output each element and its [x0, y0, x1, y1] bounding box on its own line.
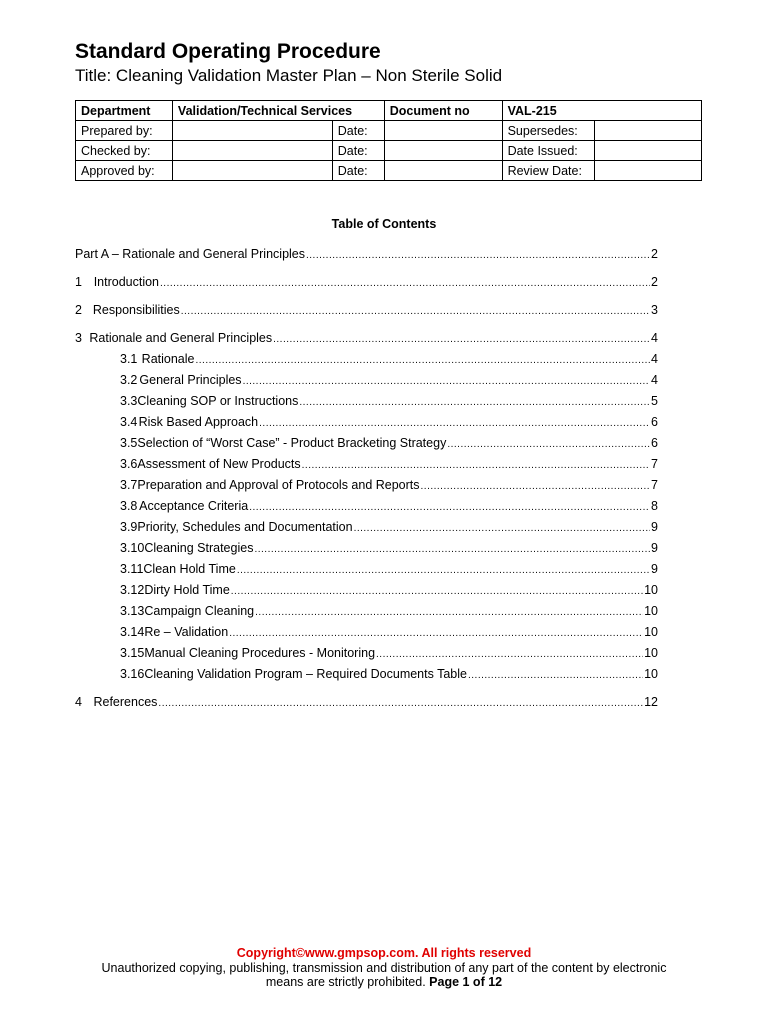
toc-dot-leader — [181, 304, 650, 320]
toc-entry[interactable] — [120, 519, 658, 535]
toc-entry[interactable] — [75, 302, 658, 318]
prepared-by-label: Prepared by: — [76, 121, 173, 141]
toc-entry-number: 3.14 — [120, 625, 145, 639]
footer-notice-text: means are strictly prohibited. — [265, 975, 426, 989]
toc-entry[interactable] — [120, 498, 658, 514]
toc-entry-page: 9 — [651, 541, 658, 555]
toc-entry-label: Cleaning Strategies — [144, 541, 254, 555]
toc-dot-leader — [302, 458, 650, 474]
toc-dot-leader — [231, 584, 643, 600]
document-no-value: VAL-215 — [502, 101, 701, 121]
toc-entry[interactable] — [120, 456, 658, 472]
toc-entry-label: Rationale and General Principles — [89, 331, 273, 345]
toc-dot-leader — [421, 479, 651, 495]
toc-entry-page: 4 — [651, 352, 658, 366]
toc-entry[interactable] — [120, 624, 658, 640]
toc-entry-number: 3.8 — [120, 499, 138, 513]
toc-entry-number: 3.6 — [120, 457, 138, 471]
toc-entry[interactable] — [120, 351, 658, 367]
document-no-label: Document no — [384, 101, 502, 121]
toc-entry-page: 3 — [651, 303, 658, 317]
toc-entry-number: 3 — [75, 331, 82, 345]
toc-entry-label: Re – Validation — [144, 625, 229, 639]
toc-entry[interactable] — [75, 274, 658, 290]
toc-entry-label: Assessment of New Products — [137, 457, 301, 471]
toc-dot-leader — [249, 500, 650, 516]
copyright-notice: Copyright©www.gmpsop.com. All rights reserved — [236, 946, 532, 960]
toc-entry-label: Cleaning Validation Program – Required Documents Table — [144, 667, 467, 681]
toc-entry-number: 1 — [75, 275, 82, 289]
toc-entry-label: Preparation and Approval of Protocols and Reports — [137, 478, 420, 492]
department-label: Department — [76, 101, 173, 121]
toc-entry[interactable] — [75, 330, 658, 346]
toc-entry[interactable] — [75, 694, 658, 710]
toc-entry[interactable] — [120, 414, 658, 430]
toc-entry-number: 3.9 — [120, 520, 138, 534]
toc-dot-leader — [196, 353, 651, 369]
toc-dot-leader — [237, 563, 650, 579]
toc-entry-number: 3.2 — [120, 373, 138, 387]
toc-entry-number: 3.15 — [120, 646, 145, 660]
toc-entry-number: 3.7 — [120, 478, 138, 492]
toc-entry-label: Selection of “Worst Case” - Product Bracketing Strategy — [137, 436, 447, 450]
approved-date-label: Date: — [332, 161, 384, 181]
page-number: Page 1 of 12 — [429, 975, 503, 989]
toc-entry-label: Introduction — [93, 275, 160, 289]
toc-entry-label: Cleaning SOP or Instructions — [137, 394, 299, 408]
toc-heading: Table of Contents — [331, 217, 437, 231]
toc-entry-page: 7 — [651, 478, 658, 492]
toc-entry-page: 7 — [651, 457, 658, 471]
toc-entry[interactable] — [75, 246, 658, 262]
toc-dot-leader — [229, 626, 643, 642]
toc-entry-label: Campaign Cleaning — [144, 604, 255, 618]
supersedes-label: Supersedes: — [502, 121, 594, 141]
checked-date-label: Date: — [332, 141, 384, 161]
toc-dot-leader — [158, 696, 643, 712]
toc-entry-page: 10 — [644, 583, 658, 597]
toc-entry-number: 3.5 — [120, 436, 138, 450]
toc-dot-leader — [468, 668, 643, 684]
toc-entry-page: 6 — [651, 415, 658, 429]
toc-entry-number: 3.1 — [120, 352, 138, 366]
toc-entry-page: 2 — [651, 275, 658, 289]
toc-entry-label: Acceptance Criteria — [139, 499, 249, 513]
toc-entry-page: 9 — [651, 520, 658, 534]
toc-entry-label: Clean Hold Time — [143, 562, 236, 576]
toc-entry[interactable] — [120, 666, 658, 682]
toc-entry-page: 6 — [651, 436, 658, 450]
toc-entry-label: Rationale — [141, 352, 195, 366]
toc-entry[interactable] — [120, 477, 658, 493]
toc-entry-page: 10 — [644, 646, 658, 660]
toc-entry-number: 3.3 — [120, 394, 138, 408]
toc-entry-page: 10 — [644, 604, 658, 618]
toc-entry-label: References — [93, 695, 158, 709]
toc-entry-page: 5 — [651, 394, 658, 408]
toc-entry-label: Priority, Schedules and Documentation — [137, 520, 353, 534]
toc-entry-label: Part A – Rationale and General Principles — [75, 247, 305, 261]
toc-dot-leader — [243, 374, 650, 390]
toc-dot-leader — [299, 395, 650, 411]
document-type-heading: Standard Operating Procedure — [75, 40, 381, 63]
toc-entry-number: 2 — [75, 303, 82, 317]
toc-dot-leader — [255, 605, 643, 621]
page-footer — [0, 946, 768, 989]
toc-dot-leader — [273, 332, 650, 348]
toc-entry-number: 3.10 — [120, 541, 145, 555]
toc-dot-leader — [254, 542, 650, 558]
toc-entry-number: 3.11 — [120, 562, 144, 576]
toc-entry-number: 4 — [75, 695, 82, 709]
date-issued-label: Date Issued: — [502, 141, 594, 161]
department-value: Validation/Technical Services — [172, 101, 384, 121]
document-title: Title: Cleaning Validation Master Plan – Non Sterile Solid — [75, 66, 503, 85]
toc-entry[interactable] — [120, 603, 658, 619]
prepared-date-label: Date: — [332, 121, 384, 141]
toc-entry-number: 3.4 — [120, 415, 138, 429]
toc-entry-page: 4 — [651, 373, 658, 387]
toc-entry-page: 10 — [644, 667, 658, 681]
approved-by-label: Approved by: — [76, 161, 173, 181]
toc-entry-number: 3.16 — [120, 667, 145, 681]
toc-entry[interactable] — [120, 435, 658, 451]
toc-entry[interactable] — [120, 561, 658, 577]
toc-entry-page: 10 — [644, 625, 658, 639]
toc-entry-number: 3.12 — [120, 583, 145, 597]
toc-entry-number: 3.13 — [120, 604, 145, 618]
toc-entry-label: Manual Cleaning Procedures - Monitoring — [144, 646, 376, 660]
toc-entry-label: Responsibilities — [92, 303, 180, 317]
toc-entry-page: 2 — [651, 247, 658, 261]
toc-entry-page: 9 — [651, 562, 658, 576]
toc-dot-leader — [306, 248, 650, 264]
toc-entry[interactable] — [120, 645, 658, 661]
toc-dot-leader — [160, 276, 650, 292]
toc-entry-page: 8 — [651, 499, 658, 513]
toc-dot-leader — [259, 416, 650, 432]
toc-entry-label: Dirty Hold Time — [144, 583, 230, 597]
toc-entry[interactable] — [120, 582, 658, 598]
toc-entry-label: Risk Based Approach — [138, 415, 259, 429]
toc-entry[interactable] — [120, 393, 658, 409]
review-date-label: Review Date: — [502, 161, 594, 181]
toc-entry-page: 4 — [651, 331, 658, 345]
toc-dot-leader — [354, 521, 650, 537]
toc-entry[interactable] — [120, 372, 658, 388]
toc-entry-label: General Principles — [139, 373, 242, 387]
checked-by-label: Checked by: — [76, 141, 173, 161]
toc-entry-page: 12 — [644, 695, 658, 709]
toc-dot-leader — [447, 437, 650, 453]
footer-notice-line-1: Unauthorized copying, publishing, transmission and distribution of any part of the content by electronic — [101, 961, 667, 975]
footer-notice-line-2 — [0, 975, 768, 989]
toc-dot-leader — [376, 647, 643, 663]
toc-entry[interactable] — [120, 540, 658, 556]
